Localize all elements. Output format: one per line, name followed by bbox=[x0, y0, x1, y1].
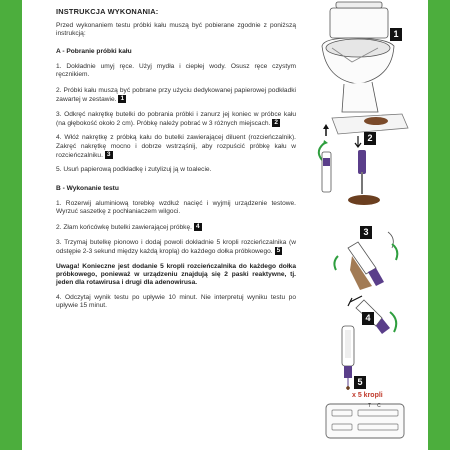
strip-label-t: T bbox=[368, 403, 378, 409]
stick-into-sample-illustration bbox=[348, 136, 380, 205]
step-b4: 4. Odczytaj wynik testu po upływie 10 minut. Nie interpretuj wyniku testu po upływie 15 minut. bbox=[56, 293, 296, 309]
page-title: INSTRUKCJA WYKONANIA: bbox=[56, 7, 159, 16]
tube-open-illustration bbox=[319, 124, 331, 192]
drops-label: x 5 kropli bbox=[352, 392, 383, 399]
step-badge: 3 bbox=[106, 150, 111, 158]
instructions-text bbox=[56, 8, 296, 317]
stool-on-paper-illustration bbox=[332, 114, 408, 134]
strip-label-c: C bbox=[377, 403, 387, 409]
illustration-badge-1: 1 bbox=[390, 28, 402, 41]
section-b-heading: B - Wykonanie testu bbox=[56, 184, 119, 192]
step-b3: 3. Trzymaj butelkę pionowo i dodaj powoli dokładnie 5 kropli rozcieńczalnika (w odstępie 2-3 sekund między każdą kroplą) do każdego dołka próbkowego. 5 bbox=[56, 238, 296, 255]
step-b1: 1. Rozerwij aluminiową torebkę wzdłuż nacięć i wyjmij urządzenie testowe. Wyrzuć saszetkę z pochłaniaczem wilgoci. bbox=[56, 199, 296, 215]
step-a2: 2. Próbki kału muszą być pobrane przy użyciu dedykowanej papierowej podkładki zawartej w zestawie. 1 bbox=[56, 86, 296, 103]
step-a3: 3. Odkręć nakrętkę butelki do pobrania próbki i zanurz jej koniec w próbce kału (na głębokość około 2 cm). Próbkę należy pobrać w 3 różnych miejscach. 2 bbox=[56, 110, 296, 127]
step-badge: 5 bbox=[276, 246, 281, 254]
toilet-illustration bbox=[322, 2, 394, 112]
warning-text: Uwaga! Konieczne jest dodanie 5 kropli rozcieńczalnika do każdego dołka próbkowego, ponieważ w urządzeniu znajdują się 2 paski reaktywne, tj. jeden dla rotawirusa i drugi dla adenowirusa. bbox=[56, 262, 296, 286]
test-cassette-illustration bbox=[326, 404, 404, 438]
step-a4: 4. Włóż nakrętkę z próbką kału do butelki zawierającej diluent (rozcieńczalnik). Zakręć nakrętkę mocno i dobrze wstrząśnij, aby rozpuścić próbkę kału w rozcieńczalniku. 3 bbox=[56, 134, 296, 159]
step-a5: 5. Usuń papierową podkładkę i zutylizuj ją w toalecie. bbox=[56, 166, 212, 174]
step-badge: 2 bbox=[274, 118, 279, 126]
section-a-heading: A - Pobranie próbki kału bbox=[56, 48, 132, 56]
step-badge: 1 bbox=[120, 94, 125, 102]
instruction-page bbox=[22, 0, 428, 450]
drop-tube-illustration bbox=[342, 326, 354, 390]
step-badge: 4 bbox=[195, 222, 200, 230]
shake-tube-illustration bbox=[334, 232, 397, 290]
step-b2: 2. Złam końcówkę butelki zawierającej próbkę. 4 bbox=[56, 222, 200, 231]
illustration-badge-4: 4 bbox=[362, 312, 374, 325]
intro-text: Przed wykonaniem testu próbki kału muszą być pobierane zgodnie z poniższą instrukcją: bbox=[56, 22, 296, 38]
illustrations-column bbox=[292, 0, 428, 450]
illustration-badge-2: 2 bbox=[364, 132, 376, 145]
step-a1: 1. Dokładnie umyj ręce. Użyj mydła i ciepłej wody. Osusz ręce czystym ręcznikiem. bbox=[56, 63, 296, 79]
strip-labels bbox=[368, 403, 387, 409]
illustration-badge-5: 5 bbox=[354, 376, 366, 389]
illustration-badge-3: 3 bbox=[360, 226, 372, 239]
